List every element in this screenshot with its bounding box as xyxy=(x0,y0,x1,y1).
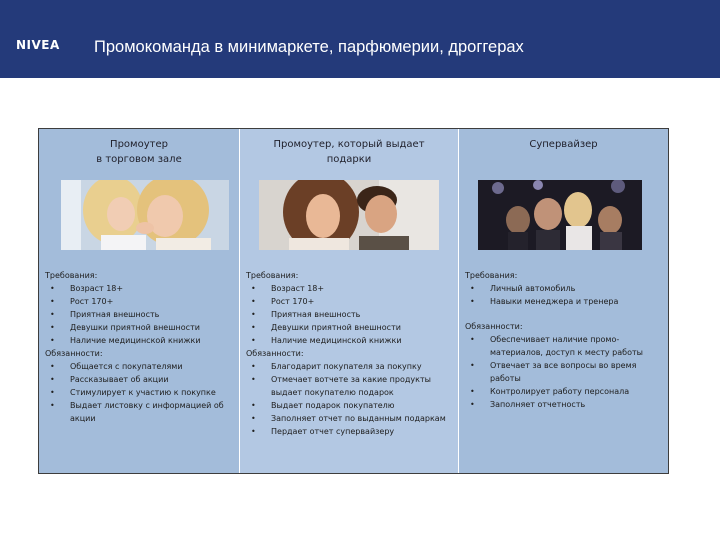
requirements-title: Требования: xyxy=(45,271,98,280)
list-item: • Приятная внешность xyxy=(246,308,454,321)
nivea-logo: NIVEA xyxy=(16,38,60,52)
list-item: • Благодарит покупателя за покупку xyxy=(246,360,454,373)
list-item: • Личный автомобиль xyxy=(465,282,664,295)
list-item: • Контролирует работу персонала xyxy=(465,385,664,398)
list-item: • Отмечает вотчете за какие продукты выдает покупателю подарок xyxy=(246,373,454,399)
list-item: • Возраст 18+ xyxy=(45,282,235,295)
duties-title: Обязанности: xyxy=(246,349,304,358)
column-title: Промоутер в торговом зале xyxy=(96,139,182,165)
list-item: • Девушки приятной внешности xyxy=(45,321,235,334)
requirements-title: Требования: xyxy=(246,271,299,280)
column-details xyxy=(465,269,664,411)
requirements-title: Требования: xyxy=(465,271,518,280)
list-item: • Рассказывает об акции xyxy=(45,373,235,386)
list-item: • Пердает отчет супервайзеру xyxy=(246,425,454,438)
column-promoter-gifts xyxy=(239,129,458,473)
list-item: • Возраст 18+ xyxy=(246,282,454,295)
list-item: • Заполняет отчет по выданным подаркам xyxy=(246,412,454,425)
photo-mother-daughter xyxy=(61,180,229,250)
column-promoter-floor xyxy=(39,129,239,473)
column-title: Супервайзер xyxy=(529,139,598,150)
list-item: • Выдает листовку с информацией об акции xyxy=(45,399,235,425)
list-item: • Общается с покупателями xyxy=(45,360,235,373)
list-item: • Стимулирует к участию к покупке xyxy=(45,386,235,399)
header-bar xyxy=(0,0,720,78)
list-item: • Рост 170+ xyxy=(45,295,235,308)
duties-title: Обязанности: xyxy=(45,349,103,358)
list-item: • Приятная внешность xyxy=(45,308,235,321)
column-supervisor xyxy=(458,129,668,473)
list-item: • Обеспечивает наличие промо-материалов, доступ к месту работы xyxy=(465,333,664,359)
list-item: • Рост 170+ xyxy=(246,295,454,308)
photo-couple xyxy=(259,180,439,250)
list-item: • Выдает подарок покупателю xyxy=(246,399,454,412)
list-item: • Наличие медицинской книжки xyxy=(246,334,454,347)
list-item: • Наличие медицинской книжки xyxy=(45,334,235,347)
column-title: Промоутер, который выдает подарки xyxy=(273,139,425,165)
list-item: • Девушки приятной внешности xyxy=(246,321,454,334)
list-item: • Заполняет отчетность xyxy=(465,398,664,411)
photo-party-crowd xyxy=(478,180,642,250)
list-item: • Отвечает за все вопросы во время работы xyxy=(465,359,664,385)
slide-title: Промокоманда в минимаркете, парфюмерии, дроггерах xyxy=(94,38,524,56)
duties-title: Обязанности: xyxy=(465,322,523,331)
column-details xyxy=(45,269,235,425)
list-item: • Навыки менеджера и тренера xyxy=(465,295,664,308)
roles-table xyxy=(38,128,669,474)
column-details xyxy=(246,269,454,438)
